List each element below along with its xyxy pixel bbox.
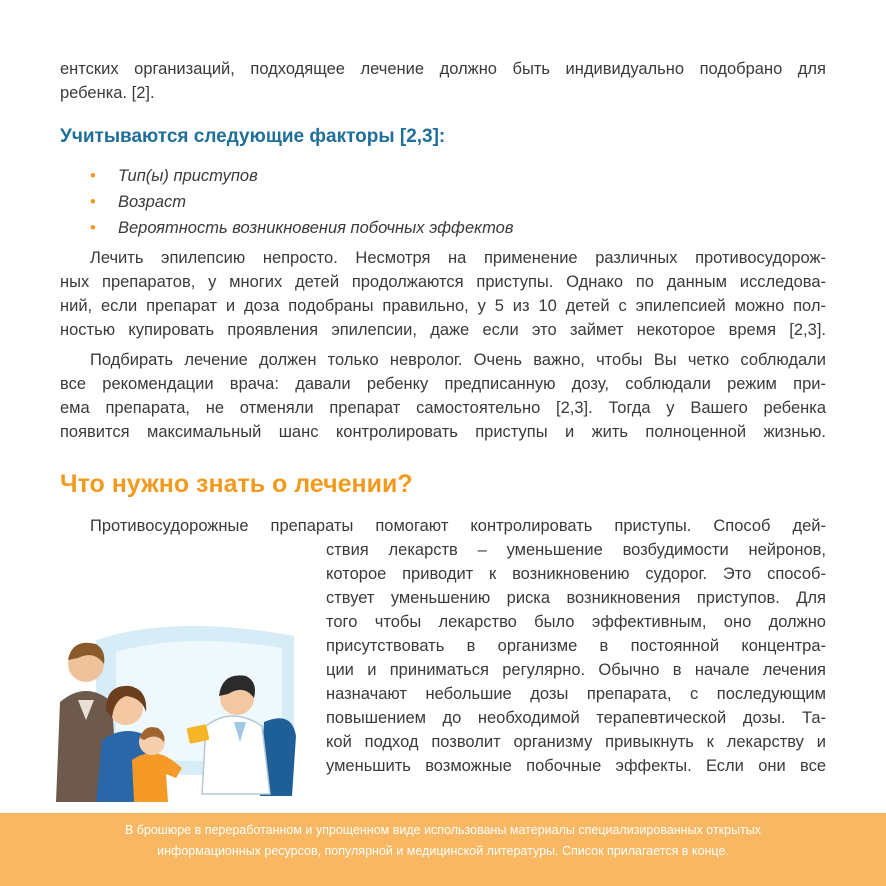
factor-type: Тип(ы) приступов	[118, 167, 258, 185]
footer-band	[0, 813, 886, 886]
para1-line-3: ний, если препарат и доза подобраны правильно, у 5 из 10 детей с эпилепсией можно пол-	[60, 297, 826, 315]
para1-line-4: ностью купировать проявления эпилепсии, даже если это займет некоторое время [2,3].	[60, 321, 826, 339]
treatment-heading: Что нужно знать о лечении?	[60, 470, 413, 498]
para2-line-2: все рекомендации врача: давали ребенку предписанную дозу, соблюдали режим при-	[60, 375, 826, 393]
intro-line-1: ентских организаций, подходящее лечение должно быть индивидуально подобрано для	[60, 60, 826, 78]
bullet-icon: •	[90, 167, 96, 185]
footer-line-2: информационных ресурсов, популярной и медицинской литературы. Список прилагается в конце.	[157, 844, 729, 858]
list-item	[90, 163, 513, 189]
treatment-line-0: Противосудорожные препараты помогают контролировать приступы. Способ дей-	[90, 517, 826, 535]
treatment-line-2: которое приводит к возникновению судорог. Это способ-	[326, 565, 826, 583]
para2-line-3: ема препарата, не отменяли препарат самостоятельно [2,3]. Тогда у Вашего ребенка	[60, 399, 826, 417]
treatment-line-6: ции и приниматься регулярно. Обычно в начале лечения	[326, 661, 826, 679]
treatment-line-3: ствует уменьшению риска возникновения приступов. Для	[326, 589, 826, 607]
para2-line-4: появится максимальный шанс контролировать приступы и жить полноценной жизнью.	[60, 423, 826, 441]
factor-age: Возраст	[118, 193, 187, 211]
bullet-icon: •	[90, 219, 96, 237]
treatment-line-7: назначают небольшие дозы препарата, с последующим	[326, 685, 826, 703]
treatment-line-4: того чтобы лекарство было эффективным, оно должно	[326, 613, 826, 631]
treatment-line-5: присутствовать в организме в постоянной концентра-	[326, 637, 826, 655]
factors-list	[90, 163, 513, 241]
bullet-icon: •	[90, 193, 96, 211]
para1-line-2: ных препаратов, у многих детей продолжаются приступы. Однако по данным исследова-	[60, 273, 826, 291]
intro-line-2: ребенка. [2].	[60, 84, 155, 102]
para2-line-1: Подбирать лечение должен только невролог. Очень важно, чтобы Вы четко соблюдали	[90, 351, 826, 369]
para1-line-1: Лечить эпилепсию непросто. Несмотря на применение различных противосудорож-	[90, 249, 826, 267]
treatment-line-8: повышением до необходимой терапевтической дозы. Та-	[326, 709, 826, 727]
treatment-line-1: ствия лекарств – уменьшение возбудимости нейронов,	[326, 541, 826, 559]
footer-line-1: В брошюре в переработанном и упрощенном виде использованы материалы специализированных открытых	[124, 823, 762, 837]
treatment-line-10: уменьшить возможные побочные эффекты. Если они все	[326, 757, 826, 775]
list-item	[90, 215, 513, 241]
factors-heading: Учитываются следующие факторы [2,3]:	[60, 126, 446, 147]
factor-side-effects: Вероятность возникновения побочных эффектов	[118, 219, 514, 237]
treatment-line-9: кой подход позволит организму привыкнуть к лекарству и	[326, 733, 826, 751]
family-doctor-illustration	[56, 618, 302, 806]
list-item	[90, 189, 513, 215]
